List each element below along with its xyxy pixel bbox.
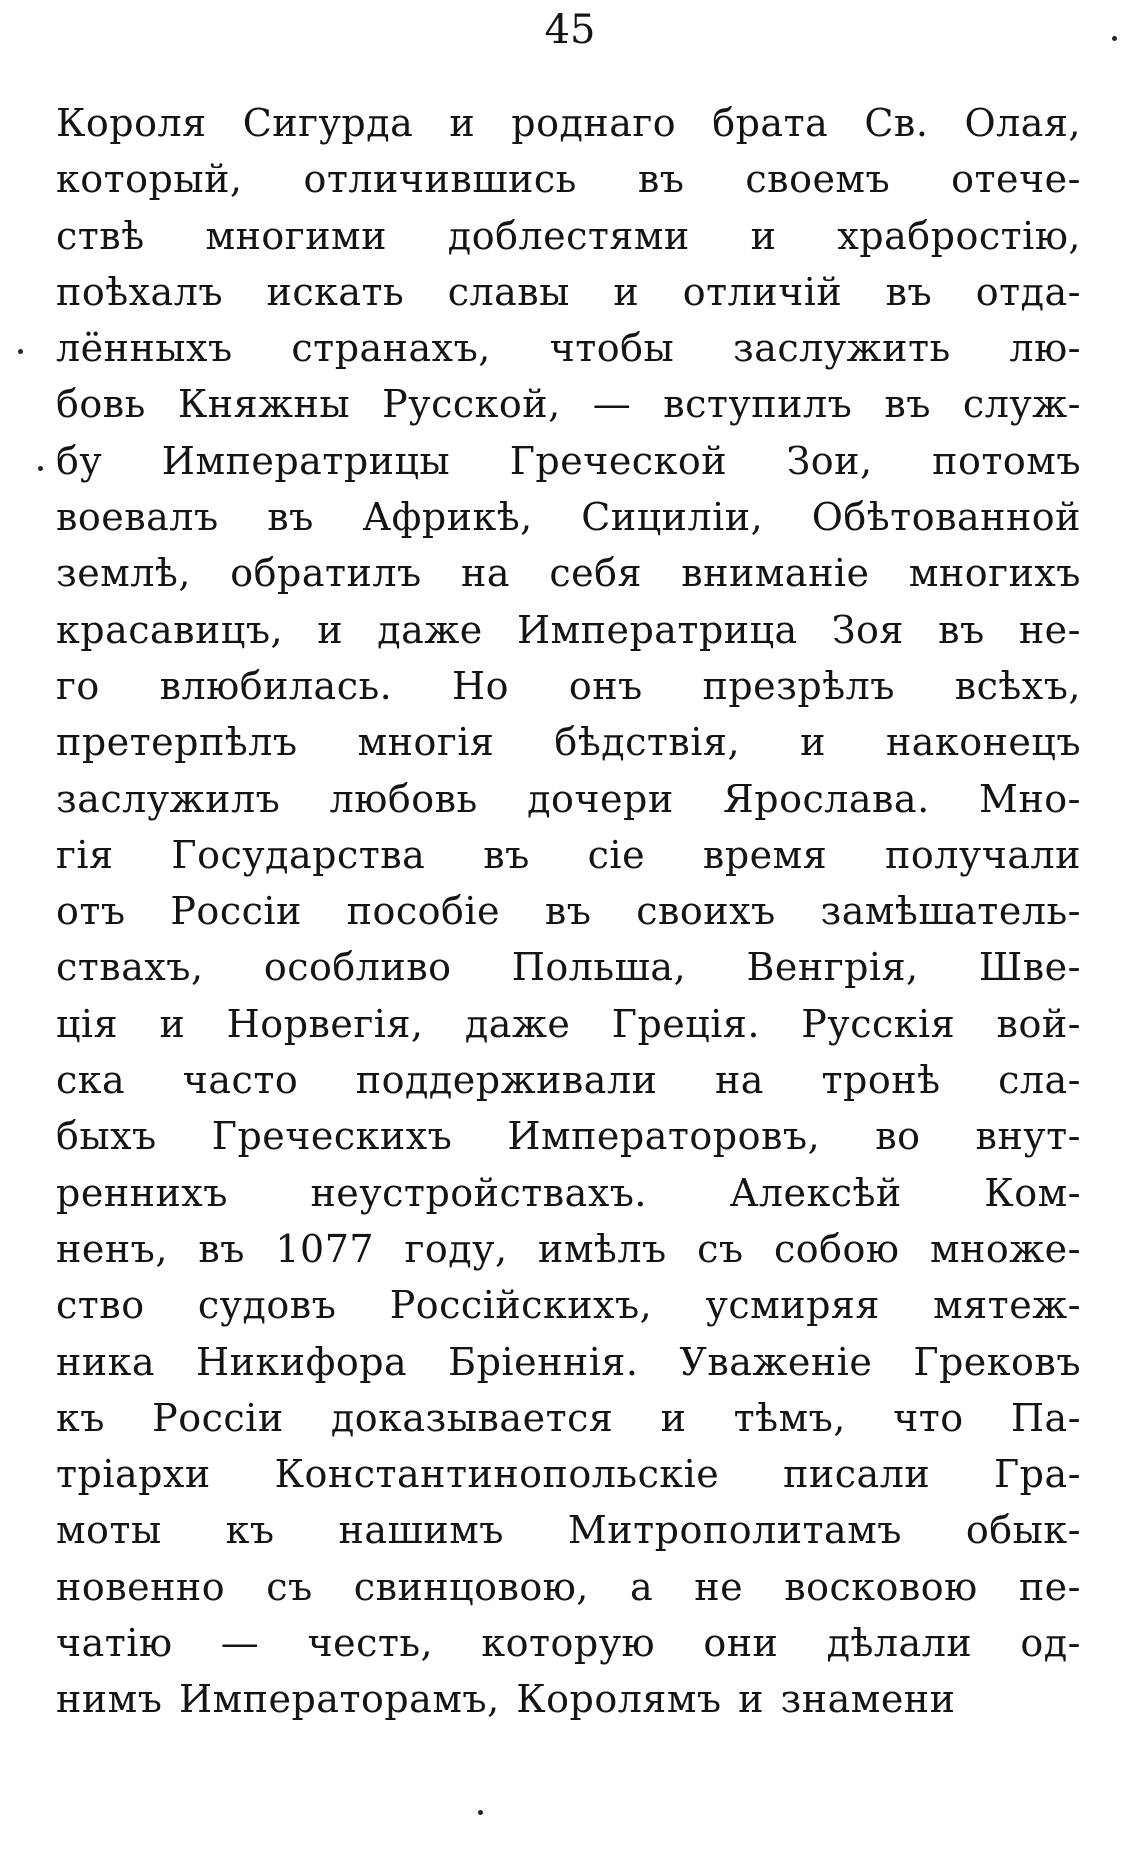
text-line: моты къ нашимъ Митрополитамъ обык- bbox=[56, 1508, 1081, 1553]
text-line: реннихъ неустройствахъ. Алексѣй Ком- bbox=[56, 1170, 1081, 1215]
text-line: лённыхъ странахъ, чтобы заслужить лю- bbox=[56, 326, 1081, 371]
text-line: землѣ, обратилъ на себя вниманіе многихъ bbox=[56, 551, 1081, 596]
text-line: новенно съ свинцовою, а не восковою пе- bbox=[56, 1564, 1081, 1609]
margin-speck bbox=[478, 1810, 483, 1815]
text-line: нимъ Императорамъ, Королямъ и знамени bbox=[56, 1677, 956, 1722]
margin-speck bbox=[18, 349, 23, 354]
text-line: воевалъ въ Африкѣ, Сициліи, Обѣтованной bbox=[56, 495, 1081, 540]
text-line: ствѣ многими доблестями и храбростію, bbox=[56, 213, 1081, 258]
text-line: бовь Княжны Русской, — вступилъ въ служ- bbox=[56, 382, 1081, 427]
text-line: къ Россіи доказывается и тѣмъ, что Па- bbox=[56, 1395, 1081, 1440]
text-line: заслужилъ любовь дочери Ярослава. Мно- bbox=[56, 776, 1081, 821]
text-line: ненъ, въ 1077 году, имѣлъ съ собою множе- bbox=[56, 1226, 1081, 1271]
text-line: бу Императрицы Греческой Зои, потомъ bbox=[56, 438, 1081, 483]
text-line: тріархи Константинопольскіе писали Гра- bbox=[56, 1452, 1081, 1497]
margin-speck bbox=[38, 466, 43, 471]
text-line: ника Никифора Бріеннія. Уваженіе Грековъ bbox=[56, 1339, 1081, 1384]
page-number: 45 bbox=[544, 7, 596, 53]
text-line: претерпѣлъ многія бѣдствія, и наконецъ bbox=[56, 720, 1081, 765]
text-line: ска часто поддерживали на тронѣ сла- bbox=[56, 1058, 1081, 1103]
text-line: поѣхалъ искать славы и отличій въ отда- bbox=[56, 269, 1081, 314]
text-line: ствахъ, особливо Польша, Венгрія, Шве- bbox=[56, 945, 1081, 990]
margin-speck bbox=[1112, 36, 1117, 41]
text-line: чатію — честь, которую они дѣлали од- bbox=[56, 1621, 1081, 1666]
text-line: ція и Норвегія, даже Греція. Русскія вой- bbox=[56, 1001, 1081, 1046]
text-line: гія Государства въ сіе время получали bbox=[56, 832, 1081, 877]
text-line: который, отличившись въ своемъ отече- bbox=[56, 157, 1081, 202]
body-text bbox=[56, 95, 1081, 1728]
text-line: ство судовъ Россійскихъ, усмиряя мятеж- bbox=[56, 1283, 1081, 1328]
text-line: красавицъ, и даже Императрица Зоя въ не- bbox=[56, 607, 1081, 652]
text-line: отъ Россіи пособіе въ своихъ замѣшатель- bbox=[56, 889, 1081, 934]
text-line: быхъ Греческихъ Императоровъ, во внут- bbox=[56, 1114, 1081, 1159]
text-line: го влюбилась. Но онъ презрѣлъ всѣхъ, bbox=[56, 663, 1081, 708]
text-line: Короля Сигурда и роднаго брата Св. Олая, bbox=[56, 101, 1081, 145]
